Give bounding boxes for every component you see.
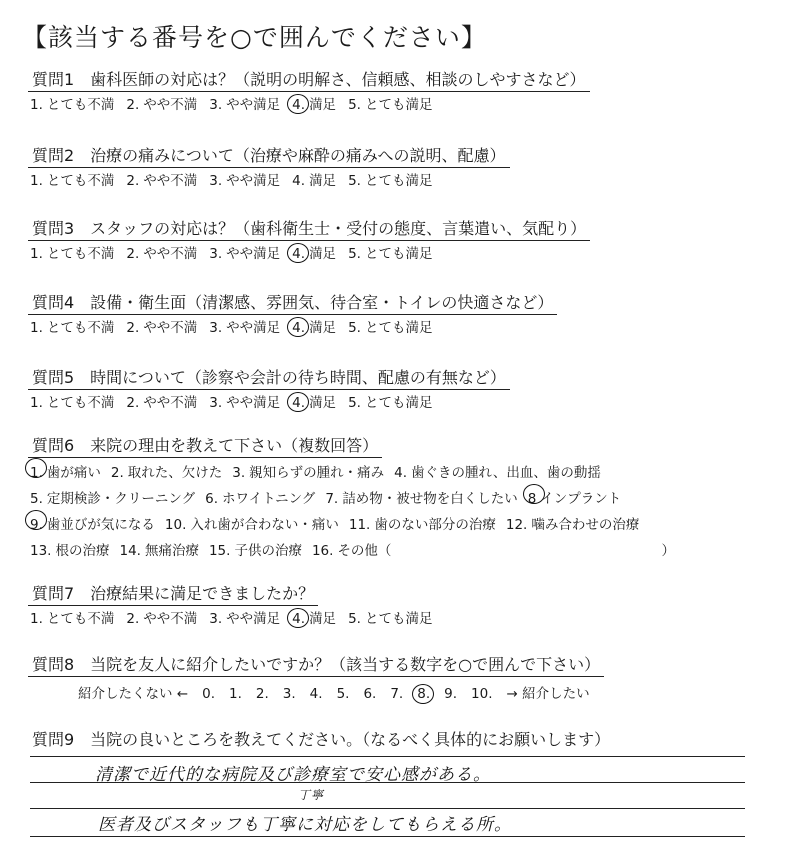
reason-number: 11. bbox=[348, 517, 371, 533]
reason-label: 無痛治療 bbox=[144, 543, 199, 559]
page-title: 【該当する番号を○で囲んでください】 bbox=[22, 23, 487, 52]
option-2[interactable] bbox=[126, 96, 197, 114]
reason-label: 入れ歯が合わない・痛い bbox=[190, 517, 339, 533]
question-6-title: 質問6 来院の理由を教えて下さい（複数回答） bbox=[28, 436, 382, 458]
option-5[interactable] bbox=[348, 319, 432, 337]
question-7 bbox=[28, 584, 444, 628]
option-label: やや満足 bbox=[226, 320, 281, 336]
question-9-title: 質問9 当院の良いところを教えてください。（なるべく具体的にお願いします） bbox=[32, 730, 611, 749]
scale-number-label: 3. bbox=[282, 686, 296, 702]
answer-line bbox=[30, 808, 745, 809]
option-4[interactable] bbox=[292, 96, 336, 114]
option-number: 4. bbox=[292, 173, 306, 189]
option-5[interactable] bbox=[348, 394, 432, 412]
option-label: やや満足 bbox=[226, 246, 281, 262]
option-3[interactable] bbox=[209, 319, 280, 337]
option-number: 2. bbox=[126, 320, 140, 336]
reason-row bbox=[30, 486, 675, 512]
scale-number[interactable] bbox=[417, 686, 430, 702]
reason-option[interactable] bbox=[528, 486, 622, 512]
reason-label: その他（ bbox=[337, 543, 392, 559]
answer-line bbox=[30, 836, 745, 837]
option-label: 満足 bbox=[309, 611, 337, 627]
option-number: 4. bbox=[292, 246, 306, 262]
option-label: 満足 bbox=[309, 320, 337, 336]
question-2-title: 質問2 治療の痛みについて（治療や麻酔の痛みへの説明、配慮） bbox=[28, 146, 510, 168]
option-4[interactable] bbox=[292, 610, 336, 628]
option-3[interactable] bbox=[209, 172, 280, 190]
option-3[interactable] bbox=[209, 245, 280, 263]
reason-label: ホワイトニング bbox=[222, 491, 316, 507]
question-3 bbox=[28, 219, 590, 263]
reason-option[interactable] bbox=[119, 538, 198, 564]
reason-option[interactable] bbox=[506, 512, 639, 538]
option-2[interactable] bbox=[126, 394, 197, 412]
question-1 bbox=[28, 70, 590, 114]
option-label: とても満足 bbox=[364, 395, 433, 411]
option-1[interactable] bbox=[30, 172, 114, 190]
option-1[interactable] bbox=[30, 245, 114, 263]
question-5-title: 質問5 時間について（診察や会計の待ち時間、配慮の有無など） bbox=[28, 368, 510, 390]
option-number: 2. bbox=[126, 173, 140, 189]
option-1[interactable] bbox=[30, 610, 114, 628]
option-5[interactable] bbox=[348, 245, 432, 263]
handwritten-answer-line-1: 清潔で近代的な病院及び診療室で安心感がある。 bbox=[95, 765, 491, 785]
reason-number: 12. bbox=[505, 517, 528, 533]
option-number: 2. bbox=[126, 97, 140, 113]
other-close-paren: ） bbox=[661, 543, 675, 559]
option-number: 1. bbox=[30, 246, 43, 262]
scale-number-label: 1. bbox=[229, 686, 242, 702]
reason-label: 歯が痛い bbox=[46, 465, 101, 481]
scale-number[interactable] bbox=[444, 686, 457, 702]
option-label: やや不満 bbox=[143, 395, 198, 411]
scale-number-label: 0. bbox=[202, 686, 215, 702]
option-label: やや不満 bbox=[143, 611, 198, 627]
option-number: 3. bbox=[209, 246, 223, 262]
handwritten-answer-line-2: 医者及びスタッフも丁寧に対応をしてもらえる所。 bbox=[98, 815, 512, 835]
option-label: 満足 bbox=[309, 246, 337, 262]
option-number: 5. bbox=[348, 320, 361, 336]
scale-number-label: 6. bbox=[363, 686, 377, 702]
scale-number[interactable] bbox=[283, 686, 296, 702]
scale-number-label: 10. bbox=[471, 686, 493, 702]
option-number: 4. bbox=[292, 611, 306, 627]
reason-number: 9. bbox=[30, 517, 43, 533]
option-label: とても満足 bbox=[364, 173, 433, 189]
scale-number-label: 7. bbox=[390, 686, 404, 702]
reason-option[interactable] bbox=[232, 460, 384, 486]
option-number: 3. bbox=[209, 173, 223, 189]
reason-label: 噛み合わせの治療 bbox=[531, 517, 640, 533]
option-2[interactable] bbox=[126, 172, 197, 190]
option-3[interactable] bbox=[209, 96, 280, 114]
reason-label: 子供の治療 bbox=[234, 543, 302, 559]
reason-number: 15. bbox=[208, 543, 231, 559]
question-4-options bbox=[28, 319, 557, 337]
question-6-options bbox=[28, 460, 675, 564]
question-3-title: 質問3 スタッフの対応は？（歯科衛生士・受付の態度、言葉遣い、気配り） bbox=[28, 219, 590, 241]
option-number: 4. bbox=[292, 97, 306, 113]
question-5-options bbox=[28, 394, 510, 412]
reason-option[interactable] bbox=[30, 538, 109, 564]
scale-number[interactable] bbox=[229, 686, 242, 702]
question-3-options bbox=[28, 245, 590, 263]
reason-option[interactable] bbox=[394, 460, 601, 486]
scale-number[interactable] bbox=[471, 686, 492, 702]
option-label: とても不満 bbox=[46, 611, 115, 627]
question-9 bbox=[28, 730, 614, 751]
reason-option[interactable] bbox=[165, 512, 339, 538]
reason-number: 5. bbox=[30, 491, 43, 507]
question-4-title: 質問4 設備・衛生面（清潔感、雰囲気、待合室・トイレの快適さなど） bbox=[28, 293, 557, 315]
option-label: とても満足 bbox=[364, 246, 433, 262]
option-4[interactable] bbox=[292, 172, 336, 190]
option-1[interactable] bbox=[30, 319, 114, 337]
handwritten-insert: 丁寧 bbox=[298, 788, 325, 802]
question-6 bbox=[28, 436, 675, 564]
scale-right-label: → 紹介したい bbox=[506, 686, 590, 702]
option-number: 3. bbox=[209, 395, 223, 411]
scale-number[interactable] bbox=[363, 686, 376, 702]
scale-left-label: 紹介したくない ← bbox=[78, 686, 189, 702]
reason-option[interactable] bbox=[30, 486, 195, 512]
option-2[interactable] bbox=[126, 245, 197, 263]
reason-number: 13. bbox=[30, 543, 52, 559]
option-label: とても満足 bbox=[364, 611, 433, 627]
reason-number: 4. bbox=[394, 465, 408, 481]
option-label: とても不満 bbox=[46, 395, 115, 411]
answer-line bbox=[30, 756, 745, 757]
option-label: とても不満 bbox=[46, 173, 115, 189]
reason-option[interactable] bbox=[325, 486, 517, 512]
reason-number: 1. bbox=[30, 465, 43, 481]
reason-label: 詰め物・被せ物を白くしたい bbox=[342, 491, 518, 507]
question-2-options bbox=[28, 172, 510, 190]
option-number: 5. bbox=[348, 395, 361, 411]
question-4 bbox=[28, 293, 557, 337]
option-label: やや満足 bbox=[226, 97, 281, 113]
option-number: 3. bbox=[209, 320, 223, 336]
option-number: 2. bbox=[126, 246, 140, 262]
question-1-title: 質問1 歯科医師の対応は？（説明の明解さ、信頼感、相談のしやすさなど） bbox=[28, 70, 590, 92]
option-4[interactable] bbox=[292, 319, 336, 337]
option-number: 1. bbox=[30, 97, 43, 113]
question-7-title: 質問7 治療結果に満足できましたか？ bbox=[28, 584, 318, 606]
reason-option[interactable] bbox=[111, 460, 222, 486]
option-number: 3. bbox=[209, 97, 223, 113]
scale-number-label: 5. bbox=[336, 686, 350, 702]
question-8-title: 質問8 当院を友人に紹介したいですか？（該当する数字を○で囲んで下さい） bbox=[28, 655, 604, 677]
option-3[interactable] bbox=[209, 394, 280, 412]
option-number: 4. bbox=[292, 395, 306, 411]
reason-number: 8 bbox=[527, 491, 537, 507]
scale-number[interactable] bbox=[337, 686, 350, 702]
option-label: やや満足 bbox=[226, 611, 281, 627]
reason-label: 定期検診・クリーニング bbox=[46, 491, 196, 507]
reason-label: 親知らずの腫れ・痛み bbox=[249, 465, 385, 481]
option-label: とても不満 bbox=[46, 320, 115, 336]
reason-label: 歯ぐきの腫れ、出血、歯の動揺 bbox=[411, 465, 601, 481]
option-label: やや不満 bbox=[143, 173, 198, 189]
option-label: とても不満 bbox=[46, 246, 115, 262]
option-number: 5. bbox=[348, 97, 361, 113]
option-label: やや満足 bbox=[226, 173, 281, 189]
reason-option[interactable] bbox=[209, 538, 302, 564]
reason-row bbox=[30, 512, 675, 538]
reason-option[interactable] bbox=[349, 512, 496, 538]
option-label: 満足 bbox=[309, 173, 337, 189]
reason-option[interactable] bbox=[30, 460, 101, 486]
option-number: 5. bbox=[348, 611, 361, 627]
option-label: やや不満 bbox=[143, 320, 198, 336]
option-4[interactable] bbox=[292, 394, 336, 412]
option-label: やや満足 bbox=[226, 395, 281, 411]
option-label: とても満足 bbox=[364, 97, 433, 113]
question-8 bbox=[28, 655, 604, 677]
question-2 bbox=[28, 146, 510, 190]
reason-label: インプラント bbox=[540, 491, 622, 507]
reason-option[interactable] bbox=[312, 538, 391, 564]
option-number: 2. bbox=[126, 395, 140, 411]
reason-number: 2. bbox=[110, 465, 124, 481]
reason-number: 6. bbox=[205, 491, 219, 507]
option-number: 1. bbox=[30, 611, 43, 627]
option-label: とても不満 bbox=[46, 97, 115, 113]
reason-row bbox=[30, 460, 675, 486]
option-number: 5. bbox=[348, 246, 361, 262]
scale-number-label: 9. bbox=[444, 686, 458, 702]
option-number: 4. bbox=[292, 320, 306, 336]
option-number: 2. bbox=[126, 611, 140, 627]
scale-number[interactable] bbox=[256, 686, 269, 702]
option-2[interactable] bbox=[126, 319, 197, 337]
reason-number: 3. bbox=[232, 465, 246, 481]
option-label: とても満足 bbox=[364, 320, 433, 336]
option-label: やや不満 bbox=[143, 97, 198, 113]
option-2[interactable] bbox=[126, 610, 197, 628]
option-5[interactable] bbox=[348, 172, 432, 190]
option-number: 5. bbox=[348, 173, 361, 189]
reason-label: 歯のない部分の治療 bbox=[374, 517, 496, 533]
option-number: 3. bbox=[209, 611, 223, 627]
recommend-scale bbox=[78, 682, 604, 702]
question-1-options bbox=[28, 96, 590, 114]
scale-number[interactable] bbox=[390, 686, 403, 702]
scale-number-label: 4. bbox=[309, 686, 323, 702]
reason-label: 取れた、欠けた bbox=[127, 465, 223, 481]
option-number: 1. bbox=[30, 395, 43, 411]
option-1[interactable] bbox=[30, 394, 114, 412]
option-label: 満足 bbox=[309, 97, 337, 113]
option-5[interactable] bbox=[348, 96, 432, 114]
option-1[interactable] bbox=[30, 96, 114, 114]
reason-option[interactable] bbox=[30, 512, 155, 538]
option-number: 1. bbox=[30, 320, 43, 336]
option-3[interactable] bbox=[209, 610, 280, 628]
option-5[interactable] bbox=[348, 610, 432, 628]
scale-number[interactable] bbox=[310, 686, 323, 702]
scale-number[interactable] bbox=[202, 686, 215, 702]
option-label: 満足 bbox=[309, 395, 337, 411]
reason-number: 7. bbox=[325, 491, 339, 507]
option-4[interactable] bbox=[292, 245, 336, 263]
reason-number: 16. bbox=[311, 543, 334, 559]
scale-number-label: 2. bbox=[255, 686, 269, 702]
question-5 bbox=[28, 368, 510, 412]
reason-label: 歯並びが気になる bbox=[46, 517, 155, 533]
question-7-options bbox=[28, 610, 444, 628]
reason-label: 根の治療 bbox=[55, 543, 110, 559]
option-label: やや不満 bbox=[143, 246, 198, 262]
reason-number: 14. bbox=[119, 543, 141, 559]
reason-option[interactable] bbox=[205, 486, 315, 512]
reason-number: 10. bbox=[164, 517, 187, 533]
option-number: 1. bbox=[30, 173, 43, 189]
scale-number-label: 8. bbox=[417, 686, 431, 702]
reason-row bbox=[30, 538, 675, 564]
